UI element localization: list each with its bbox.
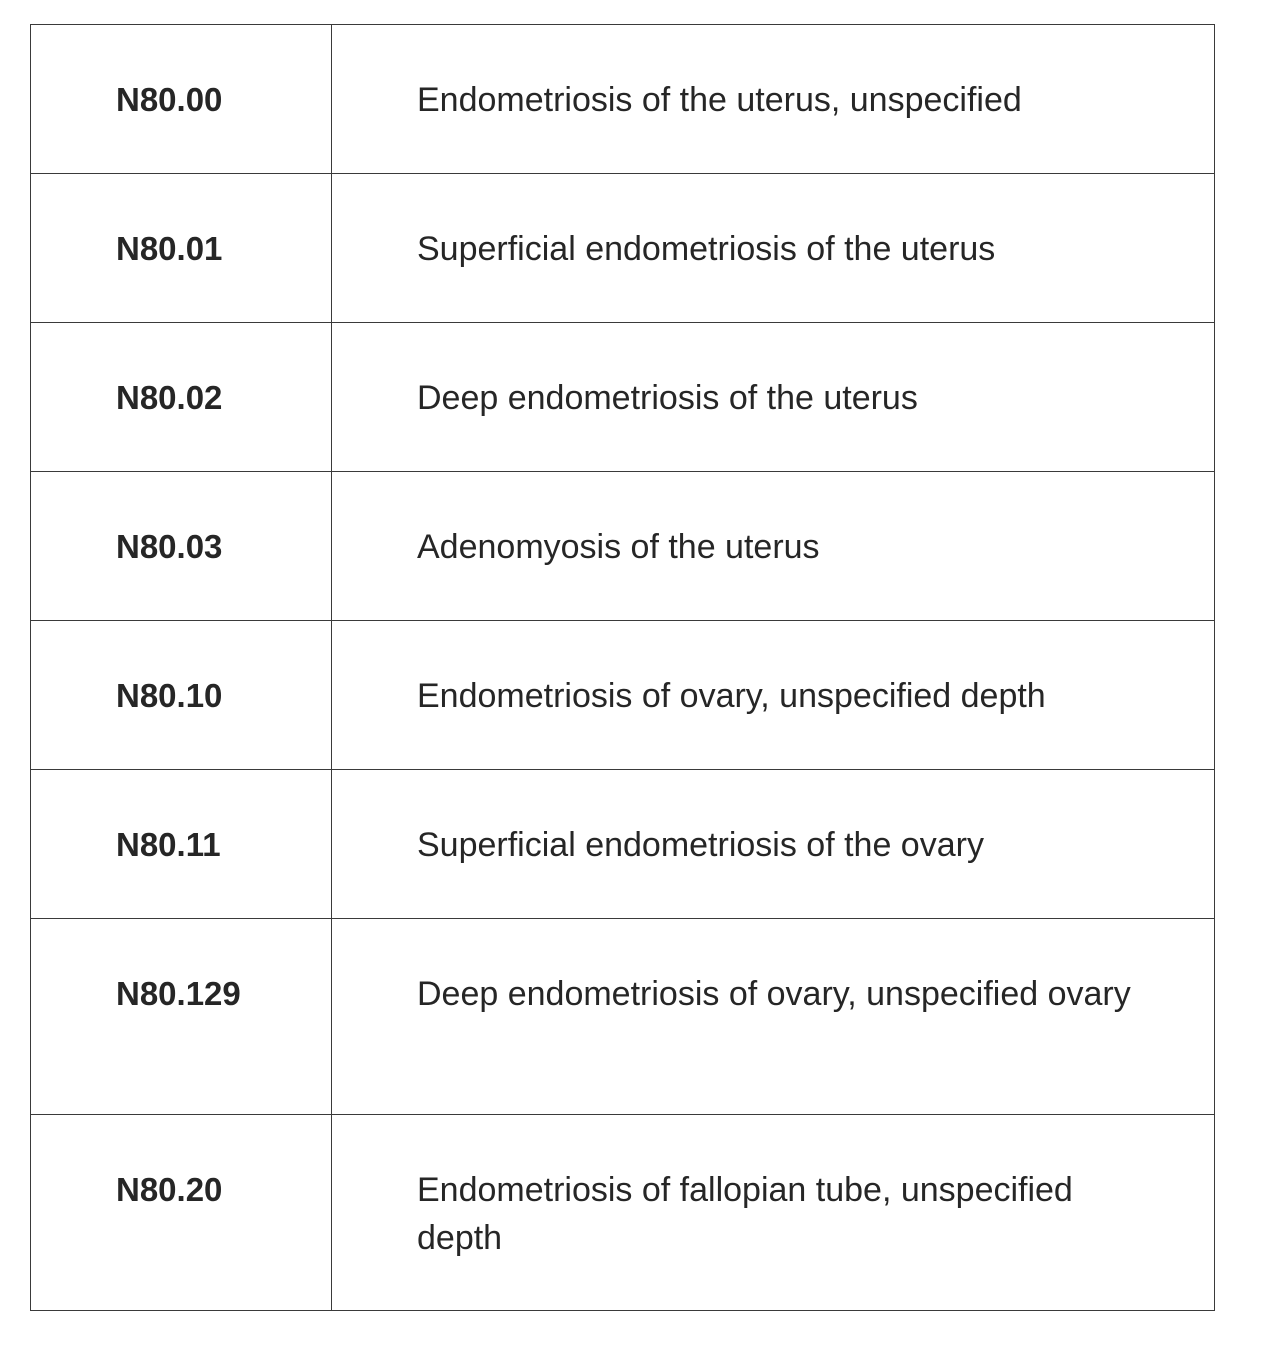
description-cell: Deep endometriosis of ovary, unspecified ovary	[332, 919, 1215, 1115]
table-row	[31, 621, 1215, 770]
description-cell: Superficial endometriosis of the uterus	[332, 174, 1215, 323]
code-cell: N80.02	[31, 323, 332, 472]
code-cell: N80.11	[31, 770, 332, 919]
description-cell: Deep endometriosis of the uterus	[332, 323, 1215, 472]
table-row	[31, 25, 1215, 174]
table-row	[31, 770, 1215, 919]
code-cell: N80.01	[31, 174, 332, 323]
table-row	[31, 919, 1215, 1115]
description-cell: Endometriosis of the uterus, unspecified	[332, 25, 1215, 174]
table-row	[31, 323, 1215, 472]
description-cell: Superficial endometriosis of the ovary	[332, 770, 1215, 919]
table-row	[31, 472, 1215, 621]
table-row	[31, 174, 1215, 323]
icd-code-table	[30, 24, 1215, 1311]
code-cell: N80.00	[31, 25, 332, 174]
description-cell: Endometriosis of ovary, unspecified depth	[332, 621, 1215, 770]
description-cell: Endometriosis of fallopian tube, unspecified depth	[332, 1115, 1215, 1311]
code-cell: N80.129	[31, 919, 332, 1115]
code-cell: N80.03	[31, 472, 332, 621]
code-cell: N80.20	[31, 1115, 332, 1311]
description-cell: Adenomyosis of the uterus	[332, 472, 1215, 621]
table-row	[31, 1115, 1215, 1311]
code-cell: N80.10	[31, 621, 332, 770]
